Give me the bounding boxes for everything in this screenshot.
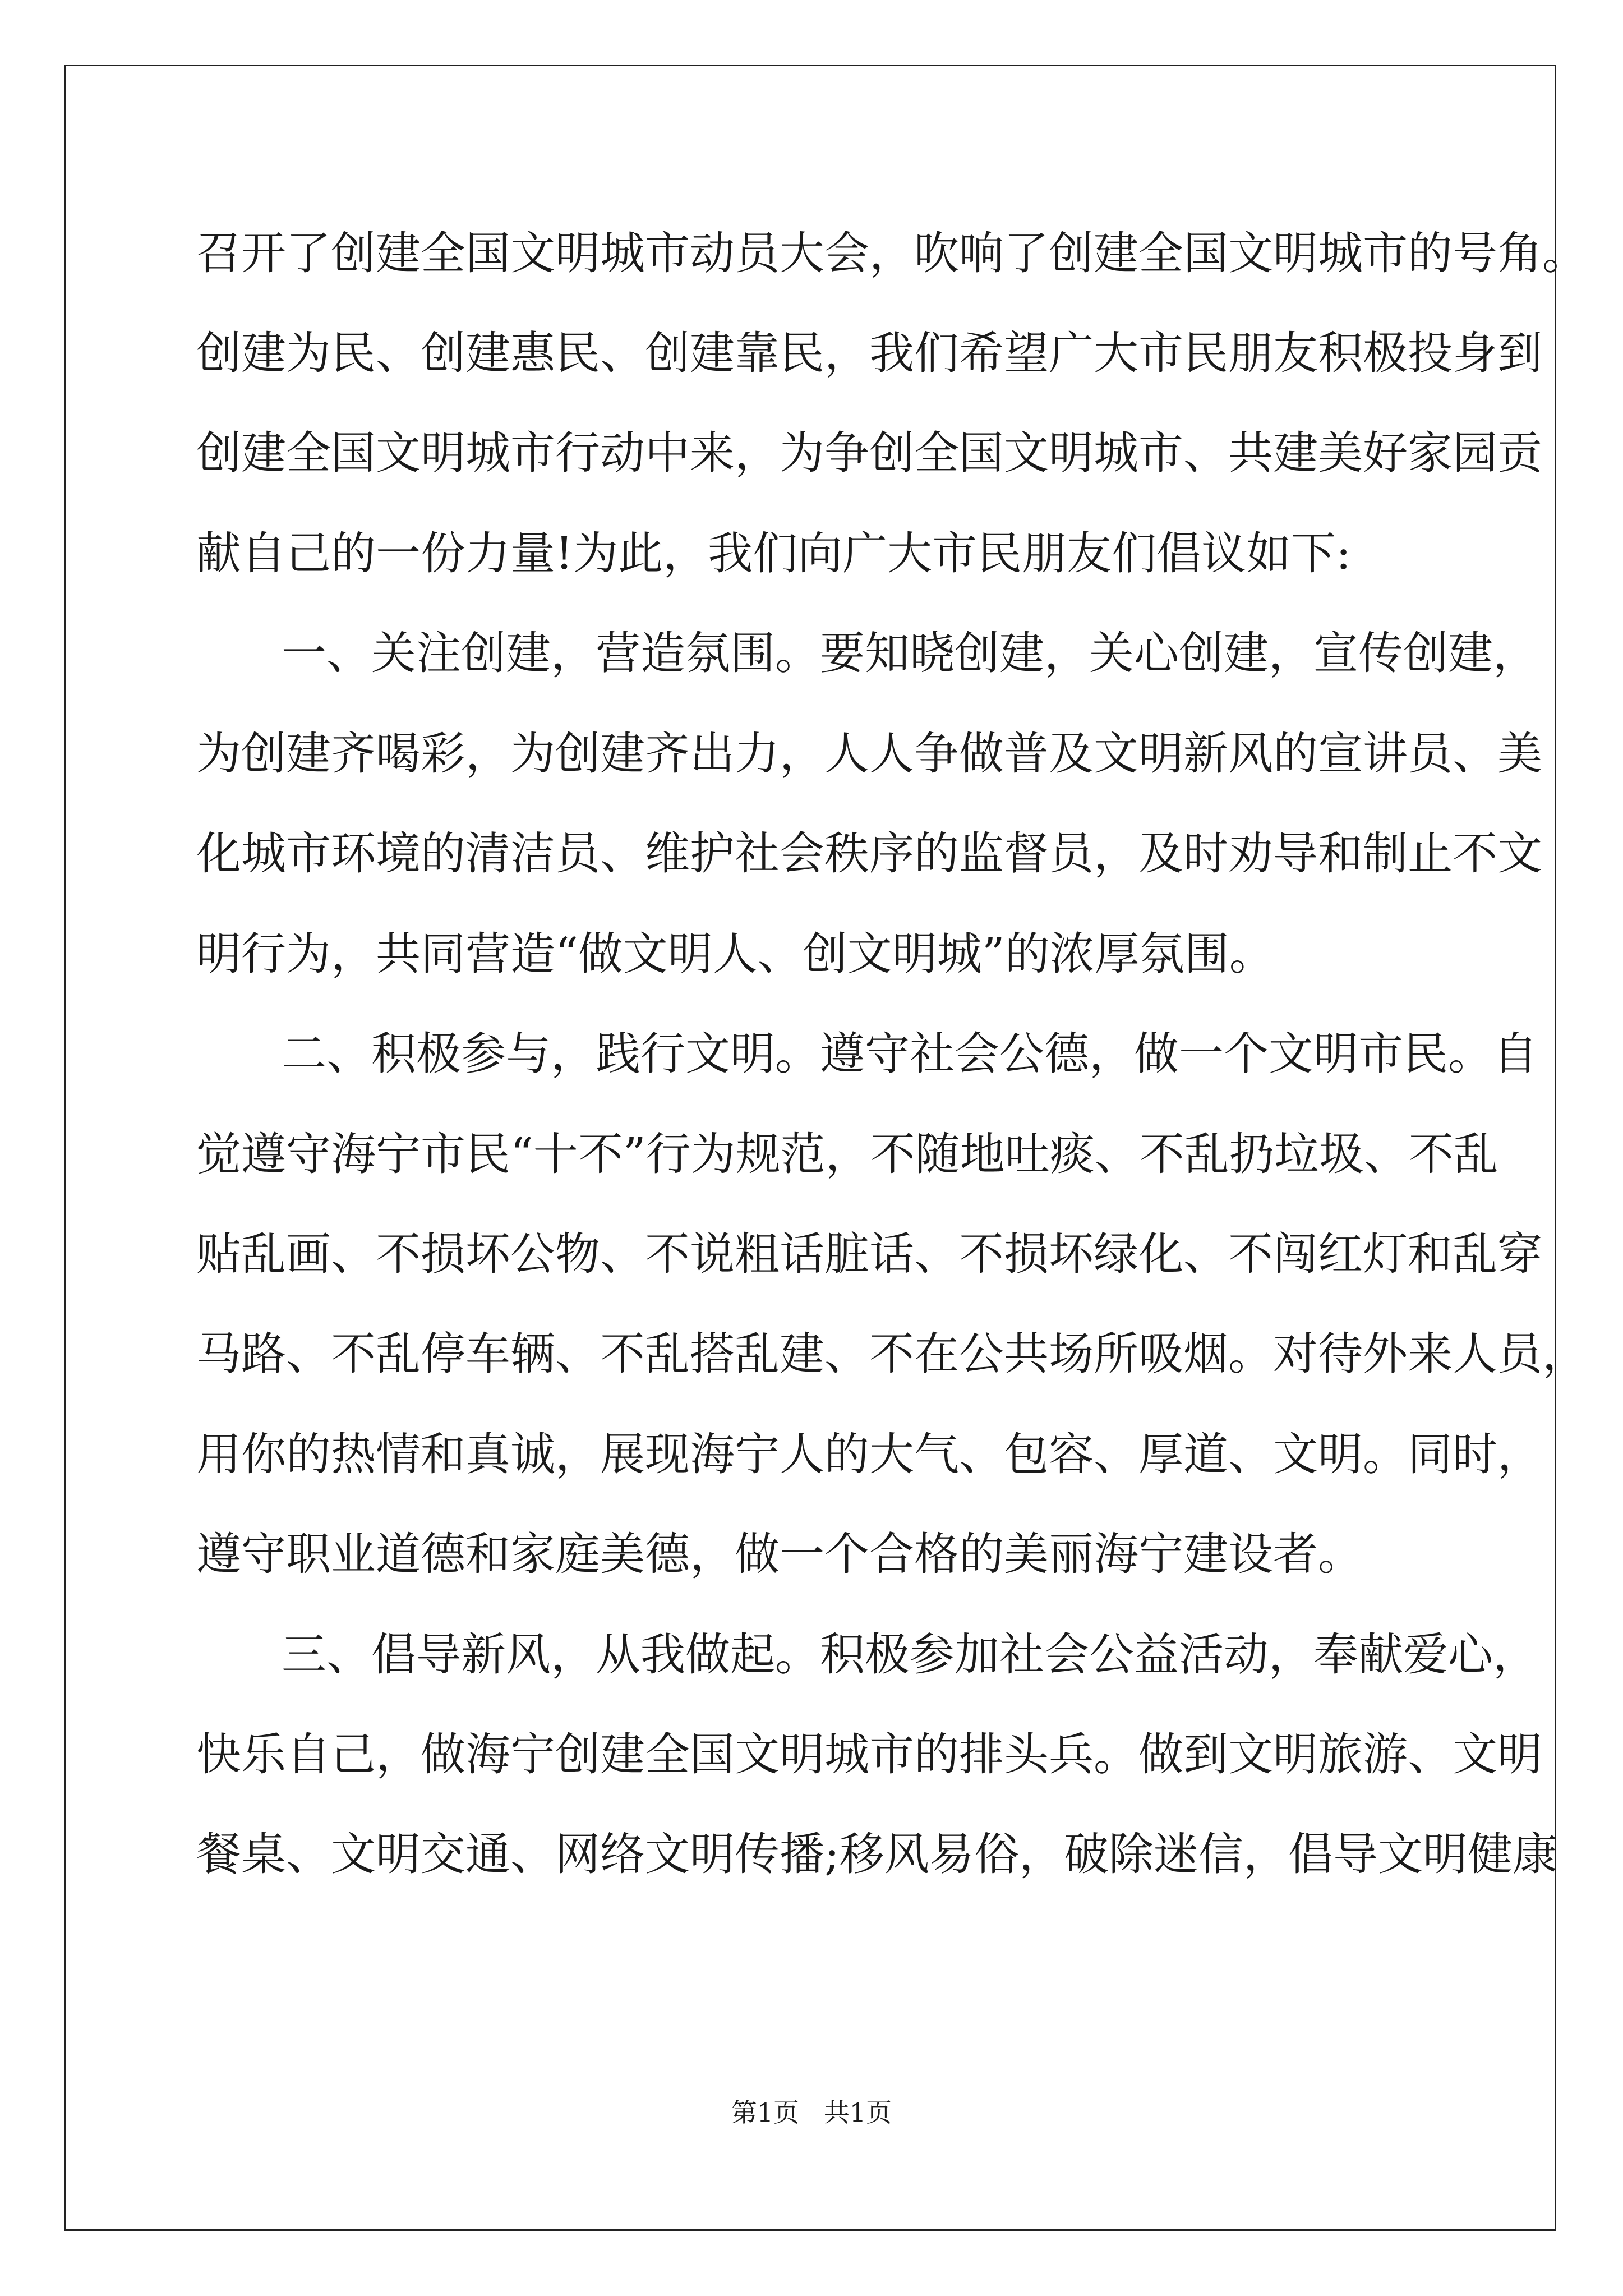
text-line: 召开了创建全国文明城市动员大会，吹响了创建全国文明城市的号角。 [196, 227, 1587, 279]
text-line: 遵守职业道德和家庭美德，做一个合格的美丽海宁建设者。 [196, 1528, 1363, 1580]
text-line: 化城市环境的清洁员、维护社会秩序的监督员，及时劝导和制止不文 [196, 827, 1542, 880]
text-line: 贴乱画、不损坏公物、不说粗话脏话、不损坏绿化、不闯红灯和乱穿 [196, 1228, 1542, 1280]
text-line: 快乐自己，做海宁创建全国文明城市的排头兵。做到文明旅游、文明 [196, 1728, 1542, 1780]
paragraph-3-first-line: 三、倡导新风，从我做起。积极参加社会公益活动，奉献爱心， [282, 1628, 1538, 1681]
text-line: 觉遵守海宁市民“十不”行为规范，不随地吐痰、不乱扔垃圾、不乱 [196, 1128, 1498, 1180]
text-line: 为创建齐喝彩，为创建齐出力，人人争做普及文明新风的宣讲员、美 [196, 728, 1542, 780]
text-line: 餐桌、文明交通、网络文明传播;移风易俗，破除迷信，倡导文明健康 [196, 1828, 1557, 1880]
text-line: 马路、不乱停车辆、不乱搭乱建、不在公共场所吸烟。对待外来人员， [196, 1328, 1587, 1380]
page-number-footer: 第1页 共1页 [731, 2097, 892, 2128]
text-line: 创建全国文明城市行动中来，为争创全国文明城市、共建美好家园贡 [196, 427, 1542, 479]
paragraph-2-first-line: 二、积极参与，践行文明。遵守社会公德，做一个文明市民。自 [282, 1028, 1538, 1080]
text-line: 创建为民、创建惠民、创建靠民，我们希望广大市民朋友积极投身到 [196, 327, 1542, 379]
text-line: 用你的热情和真诚，展现海宁人的大气、包容、厚道、文明。同时， [196, 1428, 1542, 1480]
text-line: 献自己的一份力量!为此，我们向广大市民朋友们倡议如下: [196, 527, 1352, 579]
text-line: 明行为，共同营造“做文明人、创文明城”的浓厚氛围。 [196, 928, 1274, 980]
paragraph-1-first-line: 一、关注创建，营造氛围。要知晓创建，关心创建，宣传创建， [282, 627, 1538, 679]
